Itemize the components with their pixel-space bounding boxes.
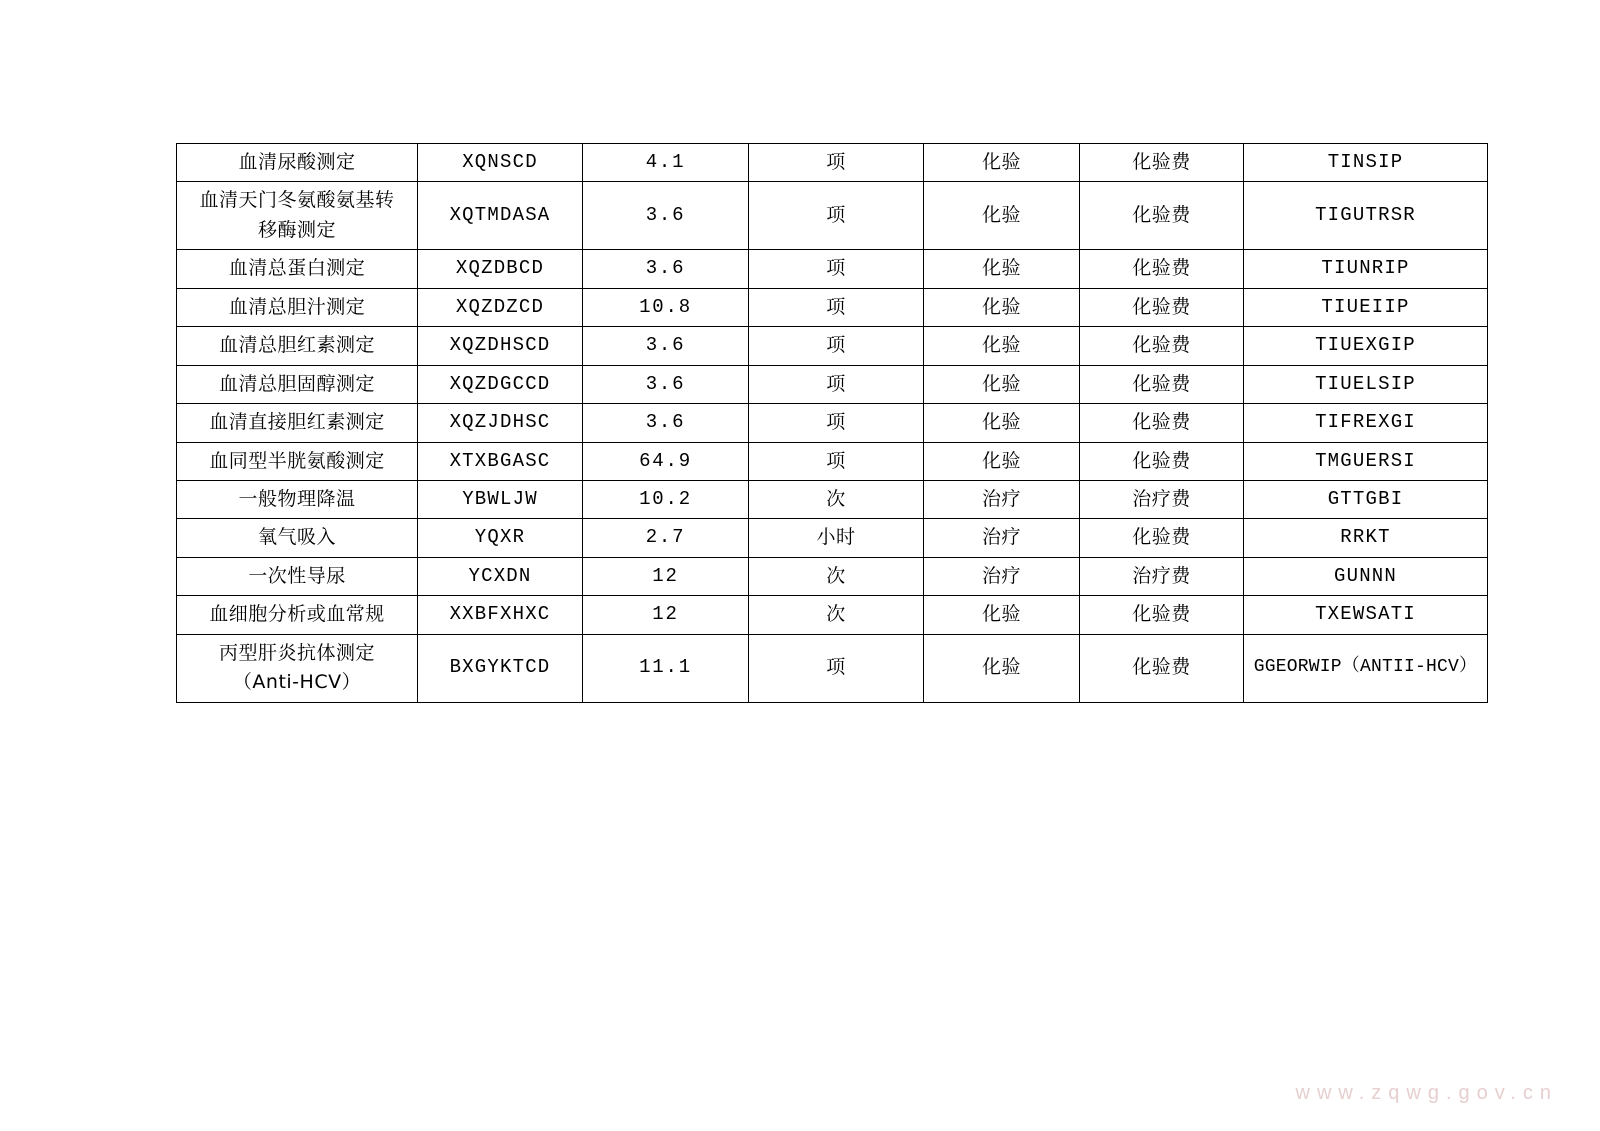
table-row <box>177 557 1488 595</box>
item-price: 3.6 <box>583 182 749 250</box>
item-category: 治疗 <box>924 480 1080 518</box>
item-price: 3.6 <box>583 250 749 288</box>
item-fee-code: TIUNRIP <box>1244 250 1488 288</box>
item-fee-type: 化验费 <box>1080 288 1244 326</box>
item-unit: 次 <box>749 557 924 595</box>
item-code: BXGYKTCD <box>418 634 583 702</box>
item-name <box>177 634 418 702</box>
item-fee-code: GTTGBI <box>1244 480 1488 518</box>
item-category: 化验 <box>924 288 1080 326</box>
item-price: 10.8 <box>583 288 749 326</box>
item-code: XQZJDHSC <box>418 404 583 442</box>
table-row <box>177 365 1488 403</box>
item-price: 64.9 <box>583 442 749 480</box>
item-code: XTXBGASC <box>418 442 583 480</box>
item-code: XQZDHSCD <box>418 327 583 365</box>
item-code: YQXR <box>418 519 583 557</box>
item-unit: 项 <box>749 144 924 182</box>
item-code: YCXDN <box>418 557 583 595</box>
item-category: 化验 <box>924 404 1080 442</box>
item-category: 化验 <box>924 144 1080 182</box>
item-fee-type: 化验费 <box>1080 182 1244 250</box>
item-fee-code: TIUEXGIP <box>1244 327 1488 365</box>
table-row <box>177 519 1488 557</box>
item-category: 治疗 <box>924 519 1080 557</box>
item-code: XXBFXHXC <box>418 596 583 634</box>
item-fee-type: 化验费 <box>1080 365 1244 403</box>
item-unit: 项 <box>749 327 924 365</box>
table-row <box>177 144 1488 182</box>
item-fee-type: 化验费 <box>1080 250 1244 288</box>
item-fee-code: GGEORWIP（ANTII-HCV） <box>1244 634 1488 702</box>
item-category: 化验 <box>924 250 1080 288</box>
item-fee-code: TMGUERSI <box>1244 442 1488 480</box>
item-category: 治疗 <box>924 557 1080 595</box>
item-price: 12 <box>583 596 749 634</box>
item-category: 化验 <box>924 442 1080 480</box>
table-row <box>177 404 1488 442</box>
item-fee-type: 化验费 <box>1080 519 1244 557</box>
item-code: XQNSCD <box>418 144 583 182</box>
item-name-line-1: 丙型肝炎抗体测定 <box>218 641 375 664</box>
item-fee-type: 化验费 <box>1080 327 1244 365</box>
item-name: 血清直接胆红素测定 <box>177 404 418 442</box>
item-name: 一次性导尿 <box>177 557 418 595</box>
item-name-line-2: （Anti-HCV） <box>232 671 362 694</box>
item-code: XQTMDASA <box>418 182 583 250</box>
item-price: 3.6 <box>583 404 749 442</box>
table-row <box>177 596 1488 634</box>
item-fee-type: 化验费 <box>1080 596 1244 634</box>
table-row <box>177 442 1488 480</box>
item-price: 10.2 <box>583 480 749 518</box>
item-unit: 项 <box>749 634 924 702</box>
item-name: 血细胞分析或血常规 <box>177 596 418 634</box>
item-category: 化验 <box>924 327 1080 365</box>
table-row <box>177 327 1488 365</box>
item-fee-type: 化验费 <box>1080 144 1244 182</box>
item-unit: 小时 <box>749 519 924 557</box>
item-code: YBWLJW <box>418 480 583 518</box>
item-price: 2.7 <box>583 519 749 557</box>
table-row <box>177 250 1488 288</box>
item-fee-code: TXEWSATI <box>1244 596 1488 634</box>
item-unit: 项 <box>749 250 924 288</box>
item-unit: 次 <box>749 480 924 518</box>
item-price: 3.6 <box>583 365 749 403</box>
item-code: XQZDBCD <box>418 250 583 288</box>
item-fee-code: TIGUTRSR <box>1244 182 1488 250</box>
item-name: 血清尿酸测定 <box>177 144 418 182</box>
table-row <box>177 480 1488 518</box>
item-fee-code: TIFREXGI <box>1244 404 1488 442</box>
item-fee-type: 化验费 <box>1080 404 1244 442</box>
item-unit: 项 <box>749 365 924 403</box>
item-price: 12 <box>583 557 749 595</box>
item-name: 血清总蛋白测定 <box>177 250 418 288</box>
item-name: 血清总胆固醇测定 <box>177 365 418 403</box>
site-watermark: www.zqwg.gov.cn <box>1295 1082 1558 1104</box>
item-fee-code: TIUEIIP <box>1244 288 1488 326</box>
item-name-line-2: 移酶测定 <box>257 218 336 241</box>
item-name <box>177 182 418 250</box>
item-category: 化验 <box>924 634 1080 702</box>
item-code: XQZDZCD <box>418 288 583 326</box>
table-row <box>177 634 1488 702</box>
item-name: 血清总胆汁测定 <box>177 288 418 326</box>
table-row <box>177 288 1488 326</box>
table-row <box>177 182 1488 250</box>
item-price: 11.1 <box>583 634 749 702</box>
item-fee-code: RRKT <box>1244 519 1488 557</box>
item-name: 血同型半胱氨酸测定 <box>177 442 418 480</box>
medical-fee-table <box>176 143 1488 703</box>
item-name: 一般物理降温 <box>177 480 418 518</box>
item-price: 3.6 <box>583 327 749 365</box>
item-fee-type: 化验费 <box>1080 442 1244 480</box>
item-category: 化验 <box>924 365 1080 403</box>
item-price: 4.1 <box>583 144 749 182</box>
item-name: 血清总胆红素测定 <box>177 327 418 365</box>
item-unit: 项 <box>749 182 924 250</box>
item-name-line-1: 血清天门冬氨酸氨基转 <box>199 189 395 212</box>
item-name: 氧气吸入 <box>177 519 418 557</box>
item-fee-type: 治疗费 <box>1080 480 1244 518</box>
item-unit: 项 <box>749 442 924 480</box>
item-category: 化验 <box>924 182 1080 250</box>
item-unit: 项 <box>749 288 924 326</box>
item-code: XQZDGCCD <box>418 365 583 403</box>
item-fee-code: TINSIP <box>1244 144 1488 182</box>
item-unit: 项 <box>749 404 924 442</box>
item-fee-type: 化验费 <box>1080 634 1244 702</box>
item-fee-code: TIUELSIP <box>1244 365 1488 403</box>
item-unit: 次 <box>749 596 924 634</box>
item-category: 化验 <box>924 596 1080 634</box>
item-fee-code: GUNNN <box>1244 557 1488 595</box>
item-fee-type: 治疗费 <box>1080 557 1244 595</box>
